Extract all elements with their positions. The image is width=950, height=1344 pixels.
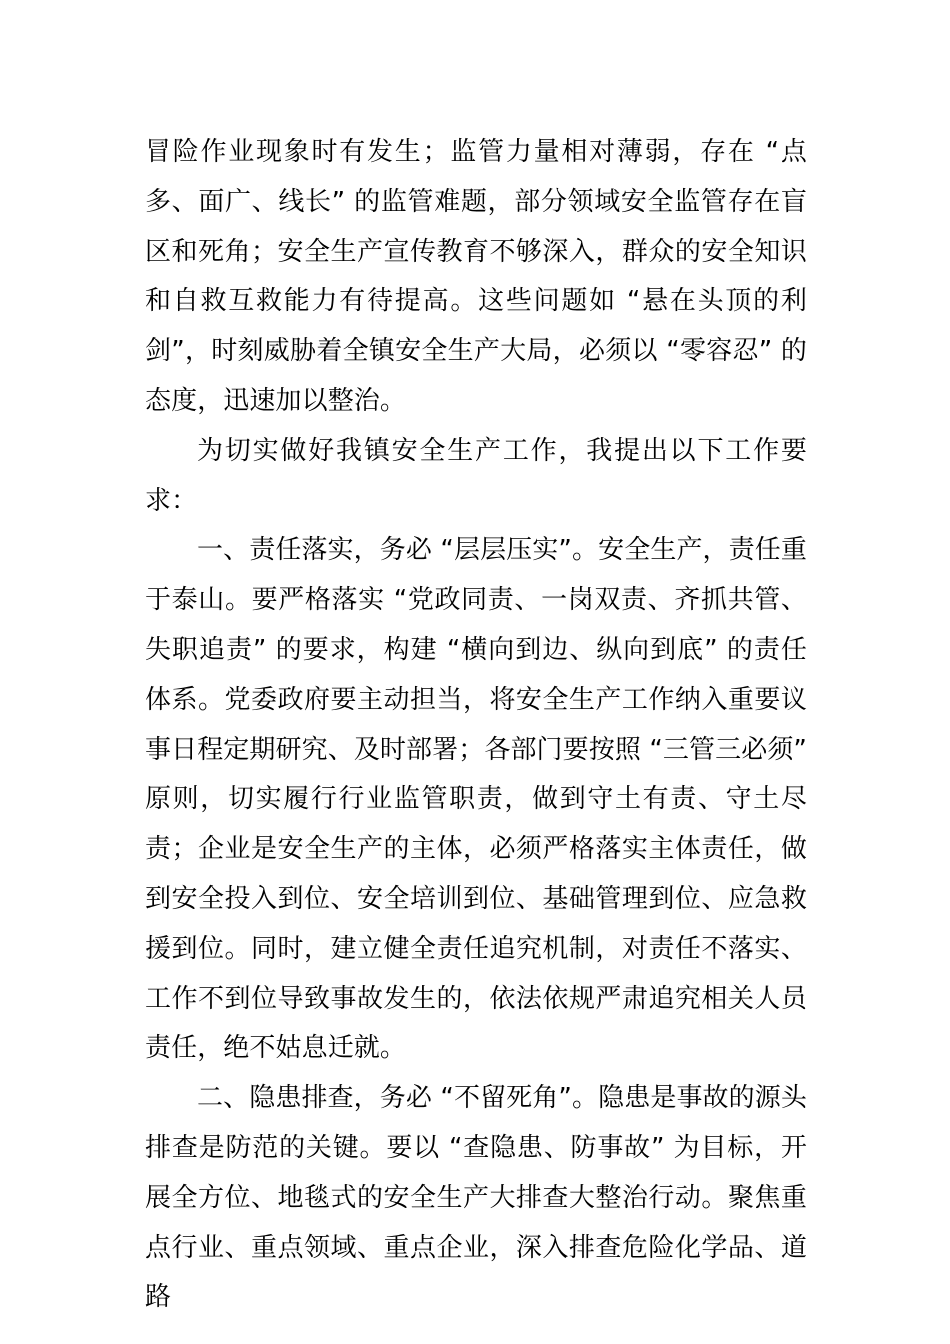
paragraph-1: 冒险作业现象时有发生；监管力量相对薄弱，存在 “点多、面广、线长” 的监管难题，部分领域安全监管存在盲区和死角；安全生产宣传教育不够深入，群众的安全知识和自救互救能力有待提高。这些问题如 “悬在头顶的利剑”，时刻威胁着全镇安全生产大局，必须以 “零容忍” 的态度，迅速加以整治。 xyxy=(145,137,807,416)
document-body xyxy=(145,128,807,1323)
paragraph-2: 为切实做好我镇安全生产工作，我提出以下工作要求： xyxy=(145,435,807,516)
paragraph-3: 一、责任落实，务必 “层层压实”。安全生产，责任重于泰山。要严格落实 “党政同责、一岗双责、齐抓共管、失职追责” 的要求，构建 “横向到边、纵向到底” 的责任体系。党委政府要主动担当，将安全生产工作纳入重要议事日程定期研究、及时部署；各部门要按照 “三管三必须” 原则，切实履行行业监管职责，做到守土有责、守土尽责；企业是安全生产的主体，必须严格落实主体责任，做到安全投入到位、安全培训到位、基础管理到位、应急救援到位。同时，建立健全责任追究机制，对责任不落实、工作不到位导致事故发生的，依法依规严肃追究相关人员责任，绝不姑息迁就。 xyxy=(145,535,807,1064)
paragraph-4: 二、隐患排查，务必 “不留死角”。隐患是事故的源头排查是防范的关键。要以 “查隐患、防事故” 为目标，开展全方位、地毯式的安全生产大排查大整治行动。聚焦重点行业、重点领域、重点企业，深入排查危险化学品、道路 xyxy=(145,1083,807,1313)
